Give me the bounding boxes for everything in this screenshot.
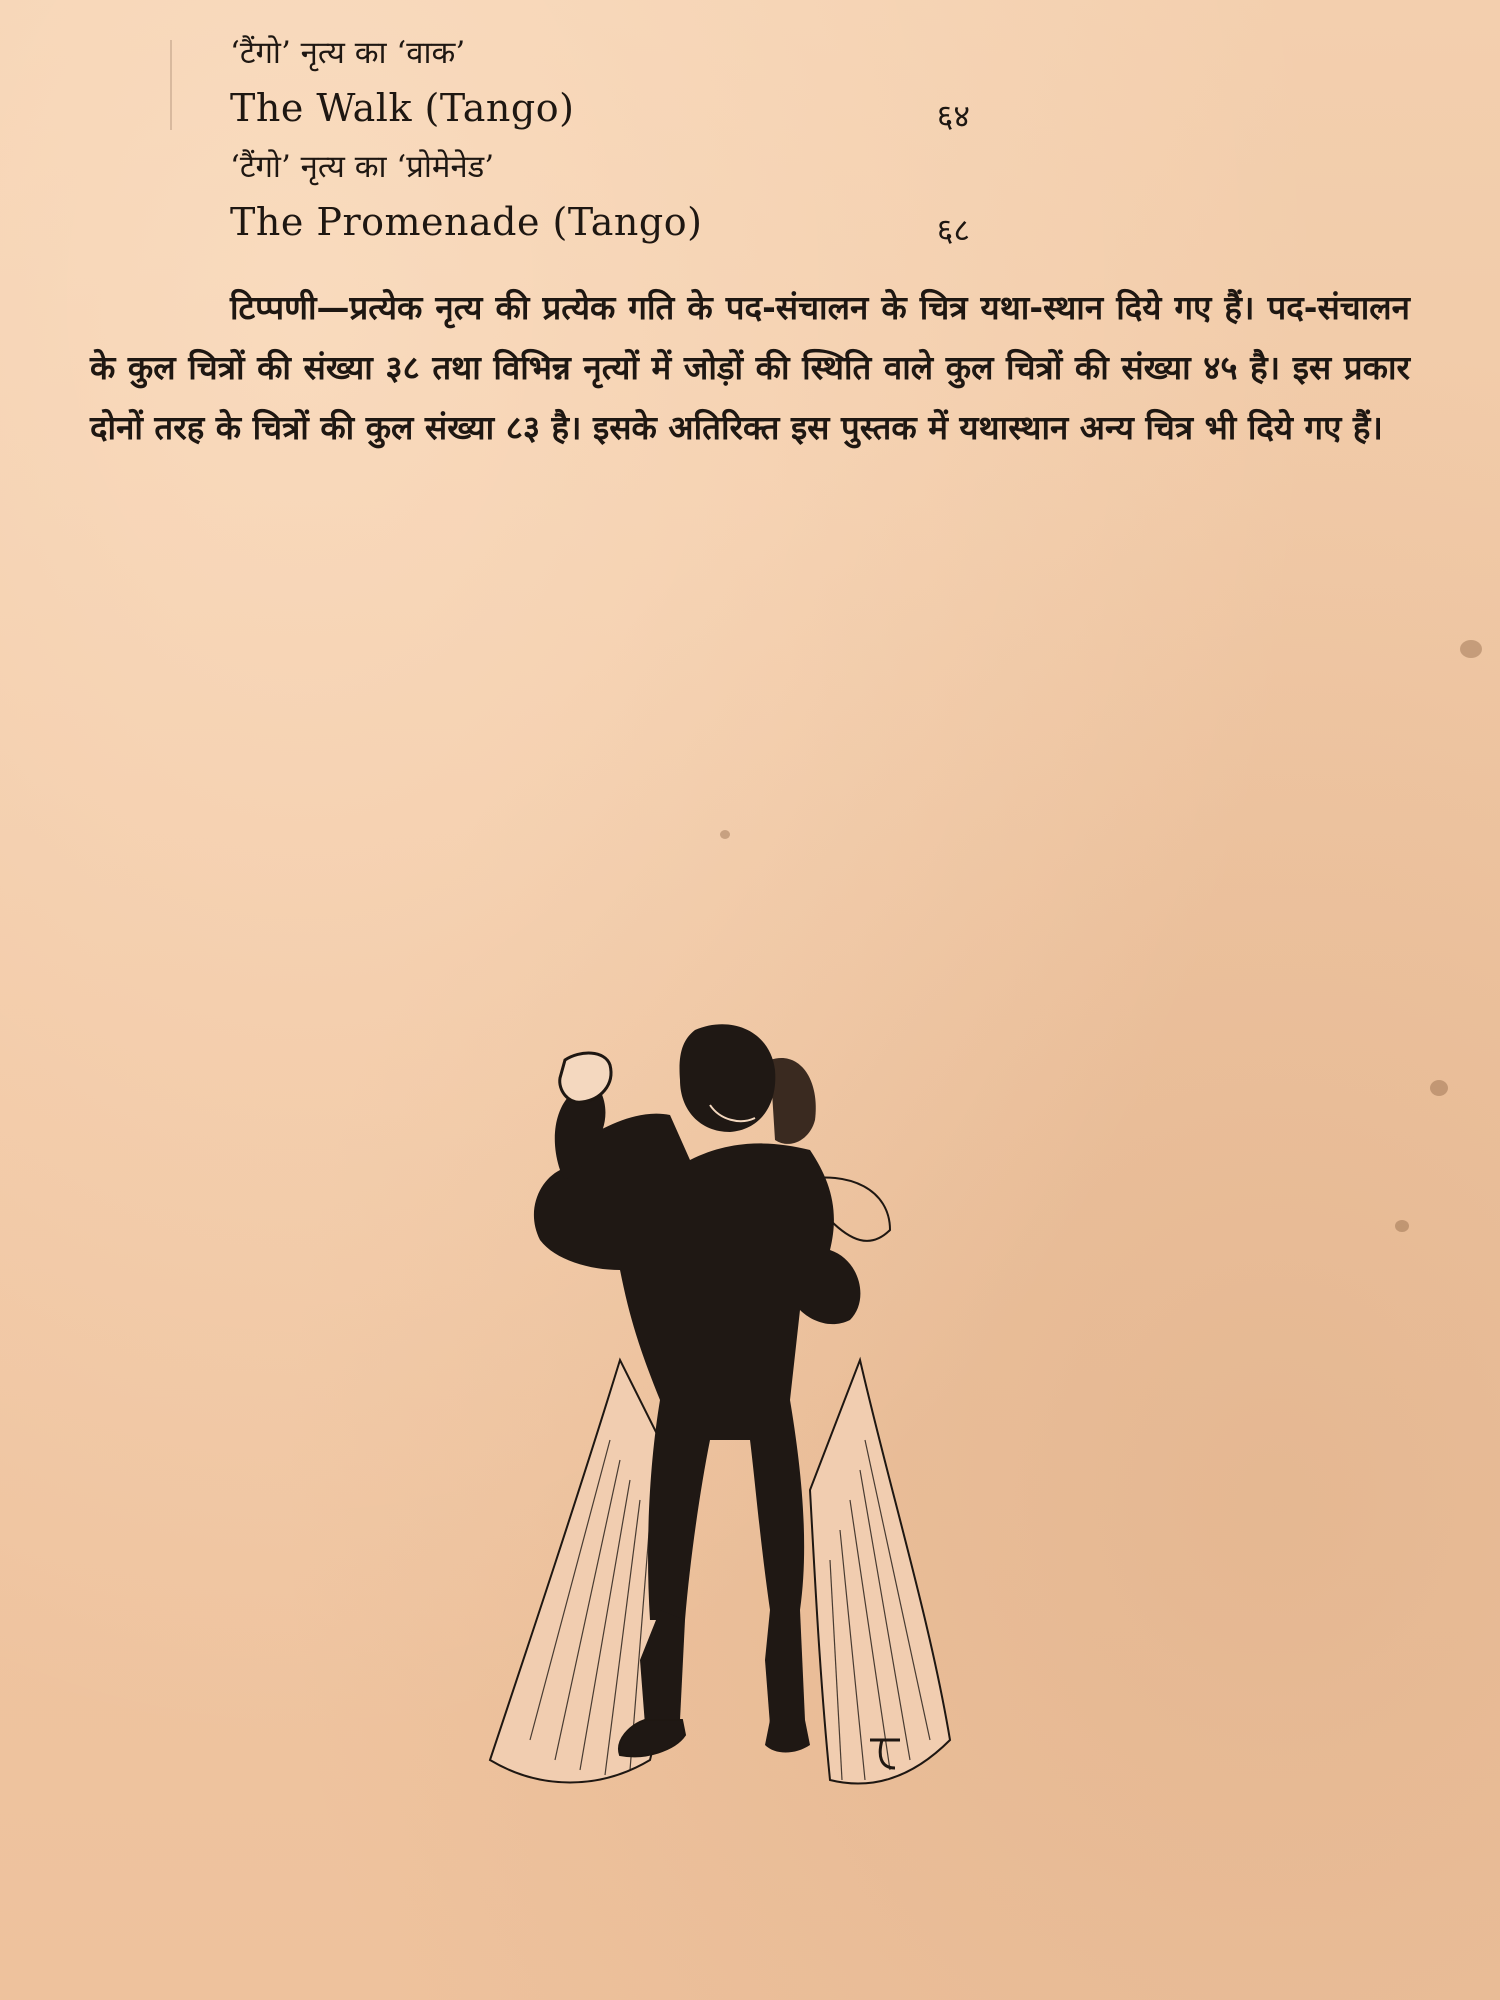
paper-stain <box>1460 640 1482 658</box>
entry-page-number: ६८ <box>936 211 970 249</box>
entry-hindi-title: ‘टैंगो’ नृत्य का ‘प्रोमेनेड’ <box>230 149 495 185</box>
paper-stain <box>1395 1220 1409 1232</box>
contents-entry <box>230 28 1280 142</box>
dancing-couple-illustration <box>470 1020 1010 1800</box>
paper-stain <box>1430 1080 1448 1096</box>
entry-english-title: The Walk (Tango) <box>230 86 575 130</box>
contents-entry <box>230 142 1280 256</box>
contents-list <box>230 28 1280 256</box>
entry-hindi-title: ‘टैंगो’ नृत्य का ‘वाक’ <box>230 35 466 71</box>
entry-english-title: The Promenade (Tango) <box>230 200 703 244</box>
note-text: प्रत्येक नृत्य की प्रत्येक गति के पद-संचालन के चित्र यथा-स्थान दिये गए हैं। पद-संचालन के कुल चित्रों की संख्या ३८ तथा विभिन्न नृत्यों में जोड़ों की स्थिति वाले कुल चित्रों की संख्या ४५ है। इस प्रकार दोनों तरह के चित्रों की कुल संख्या ८३ है। इसके अतिरिक्त इस पुस्तक में यथास्थान अन्य चित्र भी दिये गए हैं। <box>90 288 1410 447</box>
paper-stain <box>720 830 730 839</box>
margin-line <box>170 40 172 130</box>
entry-page-number: ६४ <box>936 97 970 135</box>
note-label: टिप्पणी— <box>230 288 350 327</box>
note-paragraph <box>90 278 1410 458</box>
